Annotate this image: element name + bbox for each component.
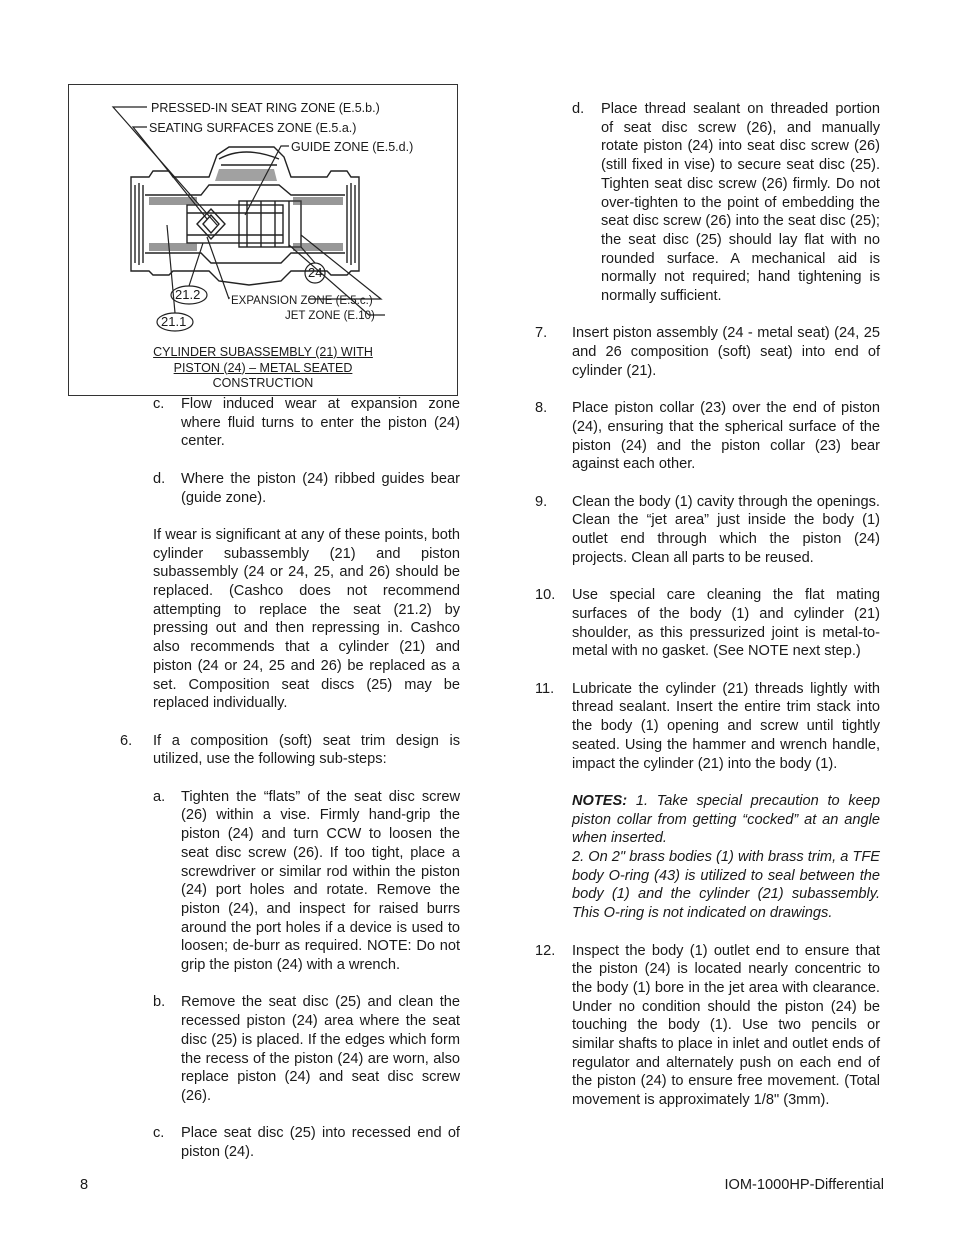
step-number: 9. — [535, 493, 548, 510]
callout-21-1: 21.1 — [161, 314, 187, 329]
notes-block — [572, 792, 880, 923]
document-id: IOM-1000HP-Differential — [724, 1177, 884, 1193]
step-text: Clean the body (1) cavity through the openings. Clean the “jet area” just inside the body (1) outlet end through which the piston (24) projects. Clean all parts to be reused. — [572, 493, 880, 566]
step-10 — [535, 586, 880, 661]
label-expansion-zone: EXPANSION ZONE (E.5.c.) — [231, 295, 373, 307]
list-marker: d. — [153, 470, 166, 487]
page-number: 8 — [80, 1177, 89, 1193]
left-column — [120, 395, 460, 1180]
label-seat-ring-zone: PRESSED-IN SEAT RING ZONE (E.5.b.) — [151, 101, 380, 115]
caption-line-1: CYLINDER SUBASSEMBLY (21) WITH — [153, 345, 373, 359]
label-jet-zone: JET ZONE (E.10) — [285, 310, 375, 322]
callout-24: 24 — [308, 265, 323, 280]
caption-line-2: PISTON (24) – METAL SEATED — [173, 360, 353, 375]
step-text: Insert piston assembly (24 - metal seat) (24, 25 and 26 composition (soft) seat) into end of cylinder (21). — [572, 325, 880, 379]
label-seating-surfaces-zone: SEATING SURFACES ZONE (E.5.a.) — [149, 121, 357, 135]
figure-caption — [69, 345, 457, 392]
step-6 — [120, 732, 460, 769]
replacement-paragraph: If wear is significant at any of these points, both cylinder subassembly (21) and piston subassembly (24 or 24, 25, and 26) should be replaced. (Cashco does not recommend attempting to replace the seat (21.2) by pressing out and then repressing in. Cashco also recommends that a cylinder (21) and piston (24 or 24, 25 and 26) be replaced as a set. Composition seat discs (25) may be replaced individually. — [153, 526, 460, 712]
callout-21-2: 21.2 — [175, 287, 201, 302]
step-11 — [535, 680, 880, 774]
step-number: 11. — [535, 680, 555, 697]
list-item-wear-d — [153, 470, 460, 507]
step-text: Inspect the body (1) outlet end to ensure that the piston (24) is located nearly concentric to the body (1) bore in the jet area with clearance. Under no condition should the piston (24) be touching the body (1). Use two pencils or similar shafts to place in inlet and outlet ends of regulator and alternately push on each end of the piston (24) to ensure free movement. (Total movement is approximately 1/8" (3mm). — [572, 942, 880, 1109]
step-number: 12. — [535, 942, 556, 959]
step-number: 6. — [120, 732, 133, 749]
step-9 — [535, 493, 880, 568]
list-text: Tighten the “flats” of the seat disc screw (26) within a vise. Firmly hand-grip the piston (24) and turn CCW to loosen the seat disc screw (26). If too tight, place a screwdriver or similar rod within the piston (24) port holes and rotate. Remove the piston (24), and inspect for raised burrs around the port holes if a device is used to loosen; de-burr as required. NOTE: Do not grip the piston (24) with a wrench. — [181, 788, 460, 974]
note-1: 1. Take special precaution to keep piston collar from getting “cocked” at an angle when inserted. — [572, 792, 880, 847]
step-6b — [120, 993, 460, 1105]
step-7 — [535, 324, 880, 380]
step-6c — [120, 1124, 460, 1161]
figure-cylinder-subassembly — [68, 84, 458, 396]
list-text: Remove the seat disc (25) and clean the recessed piston (24) area where the seat disc (25) is placed. If the edges which form the recess of the piston (24) are worn, also replace piston (24) and seat disc screw (26). — [181, 994, 460, 1104]
list-text: Flow induced wear at expansion zone where fluid turns to enter the piston (24) center. — [181, 396, 460, 450]
right-column — [535, 100, 880, 1129]
list-marker: d. — [572, 101, 585, 117]
step-text: Use special care cleaning the flat mating surfaces of the body (1) and cylinder (21) shoulder, as this pressurized joint is metal-to-metal with no gasket. (See NOTE next step.) — [572, 587, 880, 660]
step-6a — [120, 788, 460, 975]
step-text: If a composition (soft) seat trim design is utilized, use the following sub-steps: — [153, 732, 460, 768]
notes-label: NOTES: — [572, 792, 628, 809]
list-marker: a. — [153, 788, 166, 805]
list-text: Place thread sealant on threaded portion of seat disc screw (26), and manually rotate piston (24) into seat disc screw (26) (still fixed in vise) to secure seat disc (25). Tighten seat disc screw (26) firmly. Do not over-tighten to the point of embedding the seat disc screw (26) into the seat disc (25); the seat disc (25) should lay flat with no rounded surface. A mechanical aid is normally not required; hand tightening is normally sufficient. — [601, 101, 880, 305]
list-marker: b. — [153, 994, 166, 1011]
step-6d — [535, 100, 880, 306]
list-text: Place seat disc (25) into recessed end of piston (24). — [181, 1125, 460, 1161]
list-marker: c. — [153, 1125, 165, 1142]
list-item-wear-c — [153, 395, 460, 451]
caption-line-3: CONSTRUCTION — [212, 376, 314, 390]
note-2: 2. On 2" brass bodies (1) with brass trim, a TFE body O-ring (43) is utilized to seal between the body (1) and the cylinder (21) subassembly. This O-ring is not indicated on drawings. — [572, 849, 880, 922]
step-number: 7. — [535, 325, 548, 342]
label-guide-zone: GUIDE ZONE (E.5.d.) — [291, 140, 414, 154]
step-12 — [535, 942, 880, 1110]
step-8 — [535, 399, 880, 474]
step-number: 8. — [535, 400, 548, 417]
step-text: Place piston collar (23) over the end of piston (24), ensuring that the spherical surface of the piston (24) and the piston collar (23) bear against each other. — [572, 400, 880, 473]
list-text: Where the piston (24) ribbed guides bear (guide zone). — [181, 470, 460, 506]
list-marker: c. — [153, 396, 165, 412]
step-text: Lubricate the cylinder (21) threads lightly with thread sealant. Insert the entire trim stack into the body (1) opening and screw until tightly seated. Using the hammer and wrench handle, impact the cylinder (21) into the body (1). — [572, 680, 880, 772]
step-number: 10. — [535, 587, 556, 604]
